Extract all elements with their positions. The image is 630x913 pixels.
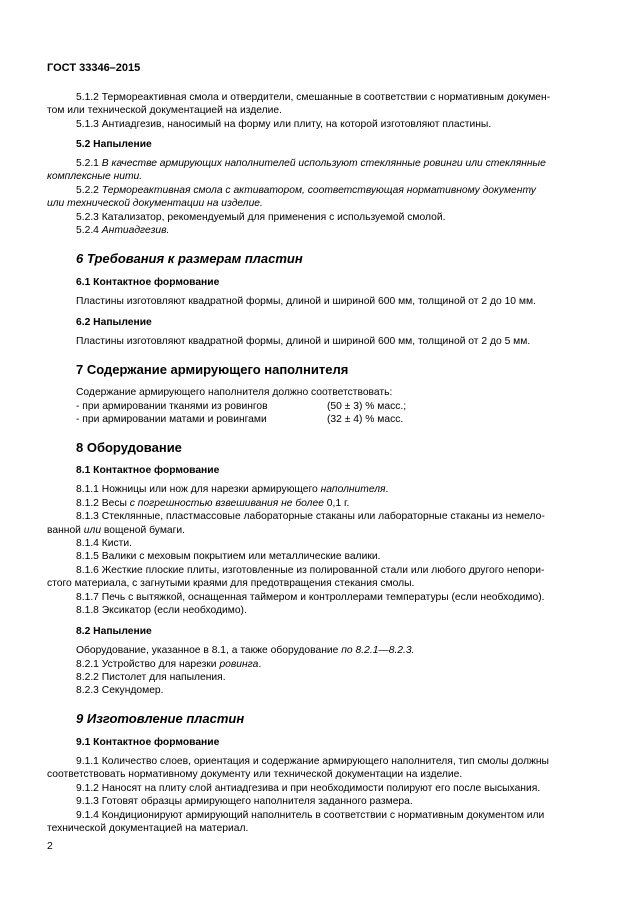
paragraph-7-intro: Содержание армирующего наполнителя должно соответствовать: bbox=[76, 387, 393, 398]
clause-9-1-3: 9.1.3 Готовят образцы армирующего наполнителя заданного размера. bbox=[76, 796, 413, 807]
clause-5-1-2-line2: том или технической документацией на изделие. bbox=[47, 105, 282, 116]
clause-5-1-3: 5.1.3 Антиадгезив, наносимый на форму или плиту, на которой изготовляют пластины. bbox=[76, 119, 492, 130]
clause-5-2-2-line2: или технической документации на изделие. bbox=[47, 198, 263, 209]
paragraph-7-row2-value: (32 ± 4) % масс. bbox=[327, 414, 404, 425]
heading-6-2: 6.2 Напыление bbox=[76, 317, 152, 328]
clause-9-1-4-line1: 9.1.4 Кондиционируют армирующий наполнитель в соответствии с нормативным документом или bbox=[76, 810, 545, 821]
heading-8: 8 Оборудование bbox=[76, 440, 182, 455]
heading-9: 9 Изготовление пластин bbox=[76, 711, 245, 726]
clause-5-1-2-line1: 5.1.2 Термореактивная смола и отвердители, смешанные в соответствии с нормативным докумен- bbox=[76, 92, 551, 103]
page-number: 2 bbox=[47, 841, 53, 852]
clause-5-2-3: 5.2.3 Катализатор, рекомендуемый для применения с используемой смолой. bbox=[76, 212, 446, 223]
clause-9-1-4-line2: технической документацией на материал. bbox=[47, 823, 249, 834]
clause-8-1-6-line2: стого материала, с загнутыми краями для предотвращения стекания смолы. bbox=[47, 578, 415, 589]
clause-8-1-3-line1: 8.1.3 Стеклянные, пластмассовые лабораторные стаканы или лабораторные стаканы из немело- bbox=[76, 511, 545, 522]
clause-5-2-1-line1: 5.2.1 В качестве армирующих наполнителей используют стеклянные ровинги или стеклянные bbox=[76, 158, 546, 169]
paragraph-6-1: Пластины изготовляют квадратной формы, длиной и шириной 600 мм, толщиной от 2 до 10 мм. bbox=[76, 296, 536, 307]
heading-7: 7 Содержание армирующего наполнителя bbox=[76, 362, 349, 377]
clause-8-2-3: 8.2.3 Секундомер. bbox=[76, 685, 164, 696]
clause-5-2-4: 5.2.4 Антиадгезив. bbox=[76, 225, 170, 236]
heading-6: 6 Требования к размерам пластин bbox=[76, 251, 303, 266]
clause-8-1-1: 8.1.1 Ножницы или нож для нарезки армирующего наполнителя. bbox=[76, 484, 389, 495]
paragraph-6-2: Пластины изготовляют квадратной формы, длиной и шириной 600 мм, толщиной от 2 до 5 мм. bbox=[76, 336, 531, 347]
clause-8-1-8: 8.1.8 Эксикатор (если необходимо). bbox=[76, 605, 247, 616]
clause-8-1-6-line1: 8.1.6 Жесткие плоские плиты, изготовленные из полированной стали или любого другого непори- bbox=[76, 565, 545, 576]
paragraph-7-row1-value: (50 ± 3) % масс.; bbox=[327, 401, 407, 412]
document-header-id: ГОСТ 33346–2015 bbox=[47, 62, 141, 74]
clause-8-2-1: 8.2.1 Устройство для нарезки ровинга. bbox=[76, 659, 262, 670]
clause-9-1-1-line1: 9.1.1 Количество слоев, ориентация и содержание армирующего наполнителя, тип смолы должны bbox=[76, 756, 549, 767]
heading-5-2: 5.2 Напыление bbox=[76, 139, 152, 150]
paragraph-8-2: Оборудование, указанное в 8.1, а также оборудование по 8.2.1—8.2.3. bbox=[76, 645, 415, 656]
heading-9-1: 9.1 Контактное формование bbox=[76, 737, 220, 748]
heading-8-1: 8.1 Контактное формование bbox=[76, 465, 220, 476]
clause-8-1-4: 8.1.4 Кисти. bbox=[76, 538, 132, 549]
clause-9-1-1-line2: соответствовать нормативному документу или технической документации на изделие. bbox=[47, 769, 463, 780]
clause-8-2-2: 8.2.2 Пистолет для напыления. bbox=[76, 672, 226, 683]
heading-6-1: 6.1 Контактное формование bbox=[76, 277, 220, 288]
paragraph-7-row1-label: - при армировании тканями из ровингов bbox=[76, 401, 268, 412]
clause-5-2-2-line1: 5.2.2 Термореактивная смола с активатором, соответствующая нормативному документу bbox=[76, 185, 536, 196]
clause-8-1-7: 8.1.7 Печь с вытяжкой, оснащенная таймером и контроллерами температуры (если необходимо). bbox=[76, 592, 545, 603]
clause-5-2-1-line2: комплексные нити. bbox=[47, 171, 143, 182]
clause-8-1-3-line2: ванной или вощеной бумаги. bbox=[47, 525, 185, 536]
clause-8-1-2: 8.1.2 Весы с погрешностью взвешивания не более 0,1 г. bbox=[76, 498, 350, 509]
heading-8-2: 8.2 Напыление bbox=[76, 626, 152, 637]
clause-8-1-5: 8.1.5 Валики с меховым покрытием или металлические валики. bbox=[76, 551, 381, 562]
paragraph-7-row2-label: - при армировании матами и ровингами bbox=[76, 414, 267, 425]
clause-9-1-2: 9.1.2 Наносят на плиту слой антиадгезива и при необходимости полируют его после высыхания. bbox=[76, 783, 541, 794]
